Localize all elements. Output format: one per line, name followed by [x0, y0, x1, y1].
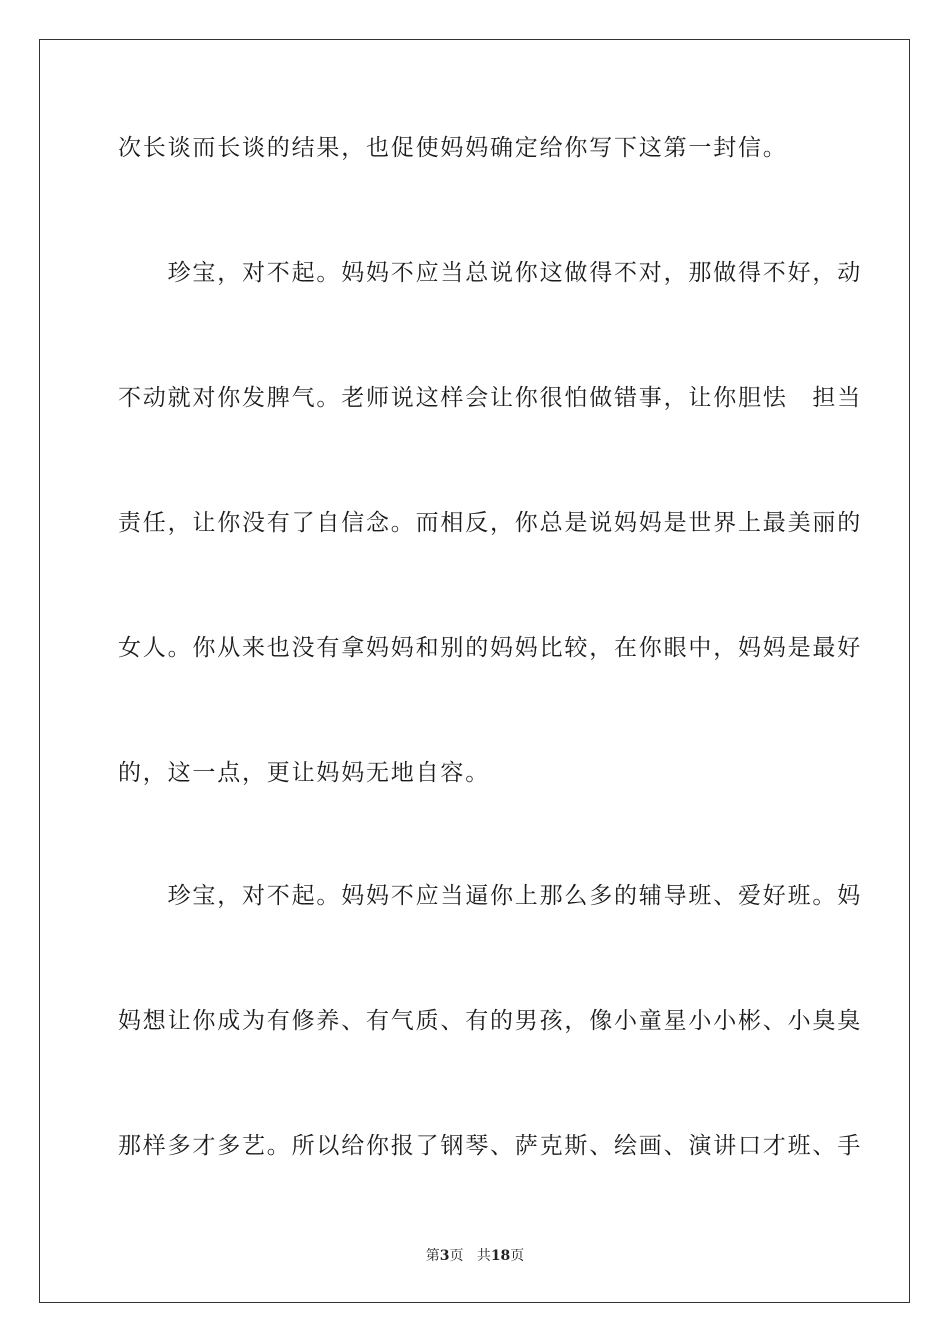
text-line-9: 那样多才多艺。所以给你报了钢琴、萨克斯、绘画、演讲口才班、手 — [118, 1133, 862, 1159]
page-border — [39, 39, 910, 1303]
text-line-3: 不动就对你发脾气。老师说这样会让你很怕做错事，让你胆怯 担当 — [118, 385, 862, 411]
footer-total-unit: 页 — [510, 1248, 525, 1264]
text-line-2: 珍宝，对不起。妈妈不应当总说你这做得不对，那做得不好，动 — [118, 260, 862, 286]
text-line-6: 的，这一点，更让妈妈无地自容。 — [118, 760, 490, 786]
footer-page-unit: 页 — [449, 1248, 464, 1264]
text-line-4: 责任，让你没有了自信念。而相反，你总是说妈妈是世界上最美丽的 — [118, 510, 862, 536]
footer-page-current: 3 — [439, 1248, 450, 1264]
footer-page-total: 18 — [490, 1248, 511, 1264]
text-line-1: 次长谈而长谈的结果，也促使妈妈确定给你写下这第一封信。 — [118, 135, 788, 161]
footer-page-prefix: 第 — [425, 1248, 440, 1264]
text-line-5: 女人。你从来也没有拿妈妈和别的妈妈比较，在你眼中，妈妈是最好 — [118, 635, 862, 661]
text-line-7: 珍宝，对不起。妈妈不应当逼你上那么多的辅导班、爱好班。妈 — [118, 883, 862, 909]
footer-total-prefix: 共 — [476, 1248, 491, 1264]
text-line-8: 妈想让你成为有修养、有气质、有的男孩，像小童星小小彬、小臭臭 — [118, 1008, 862, 1034]
page-footer — [0, 1247, 950, 1265]
